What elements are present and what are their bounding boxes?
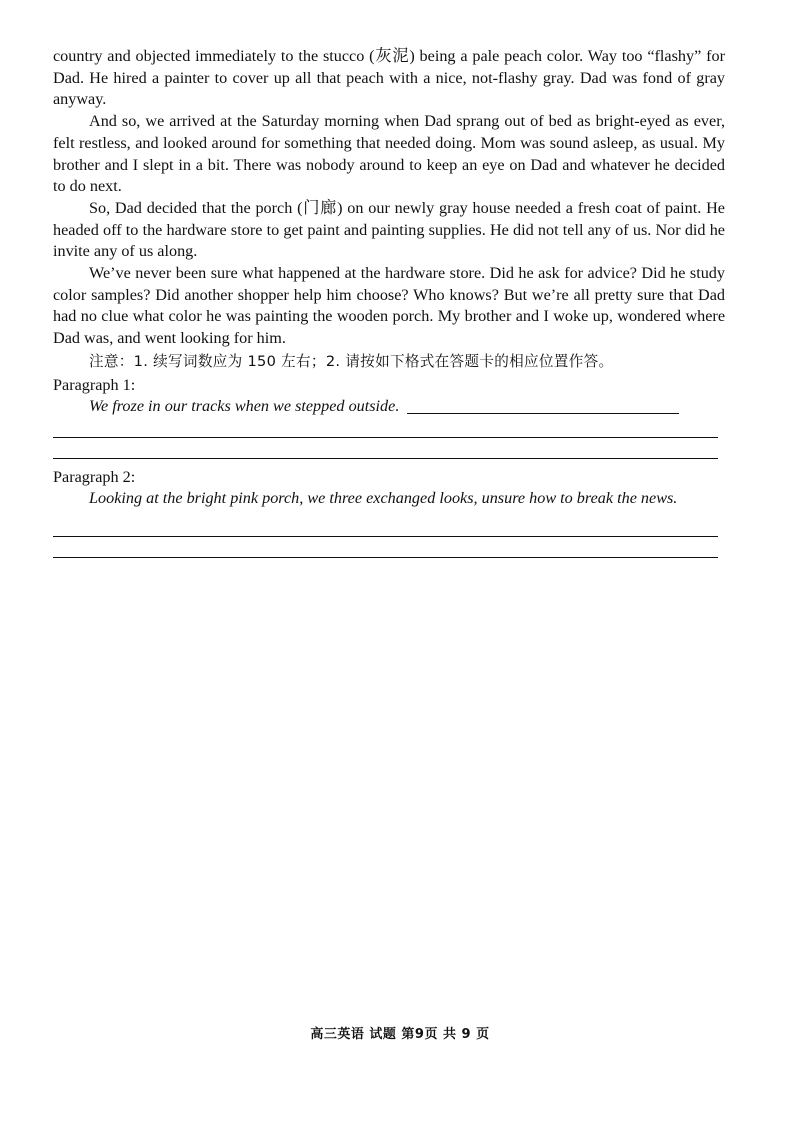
paragraph-2-label: Paragraph 2: bbox=[53, 468, 136, 487]
paragraph-1-answer-blank[interactable] bbox=[407, 399, 679, 414]
paragraph-1-prompt-row bbox=[53, 396, 725, 418]
passage-paragraph-1: country and objected immediately to the stucco (灰泥) being a pale peach color. Way too “flashy” for Dad. He hired a painter to cover up all that peach with a nice, not-flashy gray. Dad was fond of gray anyway. bbox=[53, 47, 725, 109]
paragraph-1-label: Paragraph 1: bbox=[53, 375, 136, 394]
passage-paragraph-3: So, Dad decided that the porch (门廊) on our newly gray house needed a fresh coat of paint. He headed off to the hardware store to get paint and painting supplies. He did not tell any of us. Nor did he invite any of us along. bbox=[53, 198, 725, 261]
page-footer: 高三英语 试题 第9页 共 9 页 bbox=[310, 1027, 490, 1042]
exam-page-content bbox=[53, 46, 725, 558]
paragraph-1-answer-line[interactable] bbox=[53, 437, 718, 438]
passage-paragraph-2: And so, we arrived at the Saturday morning when Dad sprang out of bed as bright-eyed as ever, felt restless, and looked around for something that needed doing. Mom was sound asleep, as usual. My brother and I slept in a bit. There was nobody around to keep an eye on Dad and whatever he decided to do next. bbox=[53, 112, 725, 196]
paragraph-1-answer-line[interactable] bbox=[53, 458, 718, 459]
passage-paragraph-4: We’ve never been sure what happened at the hardware store. Did he ask for advice? Did he study color samples? Did another shopper help him choose? Who knows? But we’re all pretty sure that Dad had no clue what color he was painting the wooden porch. My brother and I woke up, wondered where Dad was, and went looking for him. bbox=[53, 264, 725, 348]
paragraph-2-prompt: Looking at the bright pink porch, we three exchanged looks, unsure how to break the news. bbox=[89, 489, 678, 508]
paragraph-1-prompt: We froze in our tracks when we stepped outside. bbox=[89, 396, 400, 415]
paragraph-2-answer-line[interactable] bbox=[53, 536, 718, 537]
instructions-note: 注意：1. 续写词数应为 150 左右；2. 请按如下格式在答题卡的相应位置作答。 bbox=[89, 352, 614, 370]
paragraph-2-answer-line[interactable] bbox=[53, 557, 718, 558]
